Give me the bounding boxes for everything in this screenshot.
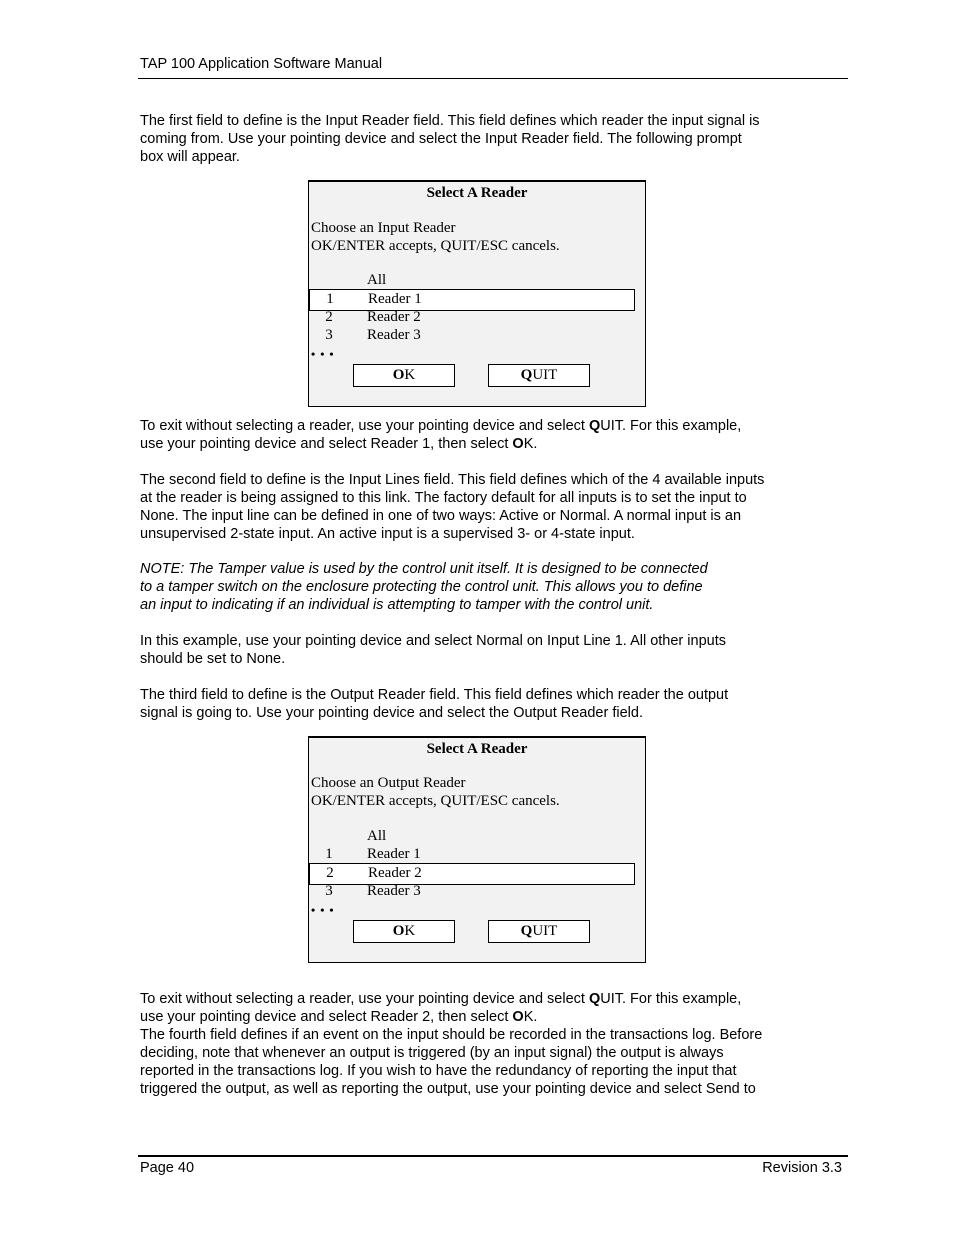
text-line: reported in the transactions log. If you wish to have the redundancy of reporting the input that bbox=[140, 1063, 737, 1079]
more-options-ellipsis: • • • bbox=[311, 903, 335, 917]
option-number: 2 bbox=[325, 309, 333, 325]
page-header-title: TAP 100 Application Software Manual bbox=[140, 56, 383, 72]
text-line: box will appear. bbox=[140, 149, 240, 165]
text-run: K. bbox=[523, 1009, 538, 1025]
quit-hotkey: Q bbox=[520, 923, 533, 939]
dialog-prompt: Choose an Output Reader bbox=[311, 775, 466, 791]
text-run: K. bbox=[523, 436, 538, 452]
text-run: use your pointing device and select Reader 1, then select bbox=[140, 436, 513, 452]
text-line: unsupervised 2-state input. An active input is a supervised 3- or 4-state input. bbox=[140, 526, 635, 542]
ok-button[interactable] bbox=[353, 364, 455, 387]
text-run: use your pointing device and select Reader 2, then select bbox=[140, 1009, 513, 1025]
option-label: Reader 3 bbox=[367, 327, 421, 343]
reader-option-3[interactable] bbox=[309, 327, 645, 345]
option-number: 1 bbox=[326, 291, 334, 307]
reader-option-2-selected[interactable] bbox=[309, 863, 635, 885]
ok-label-rest: K bbox=[404, 923, 416, 939]
option-label: All bbox=[367, 828, 387, 844]
header-divider bbox=[138, 78, 848, 79]
ok-hotkey-text: O bbox=[512, 436, 524, 452]
text-line: an input to indicating if an individual is attempting to tamper with the control unit. bbox=[140, 597, 654, 613]
quit-button[interactable] bbox=[488, 364, 590, 387]
revision-label: Revision 3.3 bbox=[762, 1160, 842, 1176]
text-line: In this example, use your pointing device and select Normal on Input Line 1. All other inputs bbox=[140, 633, 726, 649]
text-line: triggered the output, as well as reporting the output, use your pointing device and select Send to bbox=[140, 1081, 756, 1097]
option-label: Reader 2 bbox=[368, 865, 422, 881]
quit-label-rest: UIT bbox=[532, 923, 558, 939]
ok-hotkey-text: O bbox=[512, 1009, 524, 1025]
text-run: UIT. For this example, bbox=[600, 418, 742, 434]
more-options-ellipsis: • • • bbox=[311, 347, 335, 361]
paragraph-output-reader bbox=[140, 686, 830, 722]
quit-button[interactable] bbox=[488, 920, 590, 943]
text-line: NOTE: The Tamper value is used by the control unit itself. It is designed to be connected bbox=[140, 561, 708, 577]
ok-hotkey: O bbox=[392, 367, 405, 383]
reader-option-all[interactable] bbox=[309, 272, 645, 290]
paragraph-input-reader bbox=[140, 112, 830, 166]
text-line: signal is going to. Use your pointing device and select the Output Reader field. bbox=[140, 705, 643, 721]
dialog-title: Select A Reader bbox=[426, 741, 528, 757]
note-tamper bbox=[140, 560, 830, 614]
reader-option-all[interactable] bbox=[309, 828, 645, 846]
dialog-instructions: OK/ENTER accepts, QUIT/ESC cancels. bbox=[311, 793, 560, 809]
reader-option-2[interactable] bbox=[309, 309, 645, 327]
text-line: None. The input line can be defined in one of two ways: Active or Normal. A normal input is an bbox=[140, 508, 742, 524]
quit-hotkey: Q bbox=[520, 367, 533, 383]
dialog-instructions: OK/ENTER accepts, QUIT/ESC cancels. bbox=[311, 238, 560, 254]
dialog-prompt: Choose an Input Reader bbox=[311, 220, 456, 236]
text-line bbox=[140, 990, 830, 1008]
paragraph-input-lines bbox=[140, 471, 830, 543]
text-line: The first field to define is the Input Reader field. This field defines which reader the input signal is bbox=[140, 113, 760, 129]
quit-hotkey-text: Q bbox=[588, 991, 601, 1007]
text-line: at the reader is being assigned to this link. The factory default for all inputs is to set the input to bbox=[140, 490, 747, 506]
text-run: UIT. For this example, bbox=[600, 991, 742, 1007]
paragraph-exit-instructions-1 bbox=[140, 417, 830, 453]
footer-divider bbox=[138, 1155, 848, 1157]
quit-label-rest: UIT bbox=[532, 367, 558, 383]
option-label: All bbox=[367, 272, 387, 288]
ok-button[interactable] bbox=[353, 920, 455, 943]
reader-option-1-selected[interactable] bbox=[309, 289, 635, 311]
text-line: to a tamper switch on the enclosure protecting the control unit. This allows you to define bbox=[140, 579, 703, 595]
text-line: The second field to define is the Input Lines field. This field defines which of the 4 available inputs bbox=[140, 472, 765, 488]
page-number: Page 40 bbox=[140, 1160, 195, 1176]
text-line bbox=[140, 1008, 830, 1026]
option-number: 3 bbox=[325, 883, 333, 899]
text-run: To exit without selecting a reader, use your pointing device and select bbox=[140, 418, 589, 434]
text-line: The fourth field defines if an event on the input should be recorded in the transactions log. Before bbox=[140, 1027, 763, 1043]
option-label: Reader 3 bbox=[367, 883, 421, 899]
text-line bbox=[140, 435, 830, 453]
select-reader-dialog-input bbox=[308, 180, 646, 407]
paragraph-example-input-line bbox=[140, 632, 830, 668]
ok-hotkey: O bbox=[392, 923, 405, 939]
option-number: 3 bbox=[325, 327, 333, 343]
option-label: Reader 1 bbox=[367, 846, 421, 862]
text-line: The third field to define is the Output Reader field. This field defines which reader the output bbox=[140, 687, 729, 703]
option-label: Reader 2 bbox=[367, 309, 421, 325]
reader-option-3[interactable] bbox=[309, 883, 645, 901]
text-run: To exit without selecting a reader, use your pointing device and select bbox=[140, 991, 589, 1007]
option-number: 2 bbox=[326, 865, 334, 881]
reader-option-1[interactable] bbox=[309, 846, 645, 864]
ok-label-rest: K bbox=[404, 367, 416, 383]
option-number: 1 bbox=[325, 846, 333, 862]
paragraph-exit-instructions-2 bbox=[140, 990, 830, 1098]
text-line: should be set to None. bbox=[140, 651, 286, 667]
text-line: deciding, note that whenever an output is triggered (by an input signal) the output is always bbox=[140, 1045, 724, 1061]
quit-hotkey-text: Q bbox=[588, 418, 601, 434]
option-label: Reader 1 bbox=[368, 291, 422, 307]
text-line bbox=[140, 417, 830, 435]
select-reader-dialog-output bbox=[308, 736, 646, 963]
dialog-title: Select A Reader bbox=[426, 185, 528, 201]
text-line: coming from. Use your pointing device and select the Input Reader field. The following prompt bbox=[140, 131, 742, 147]
